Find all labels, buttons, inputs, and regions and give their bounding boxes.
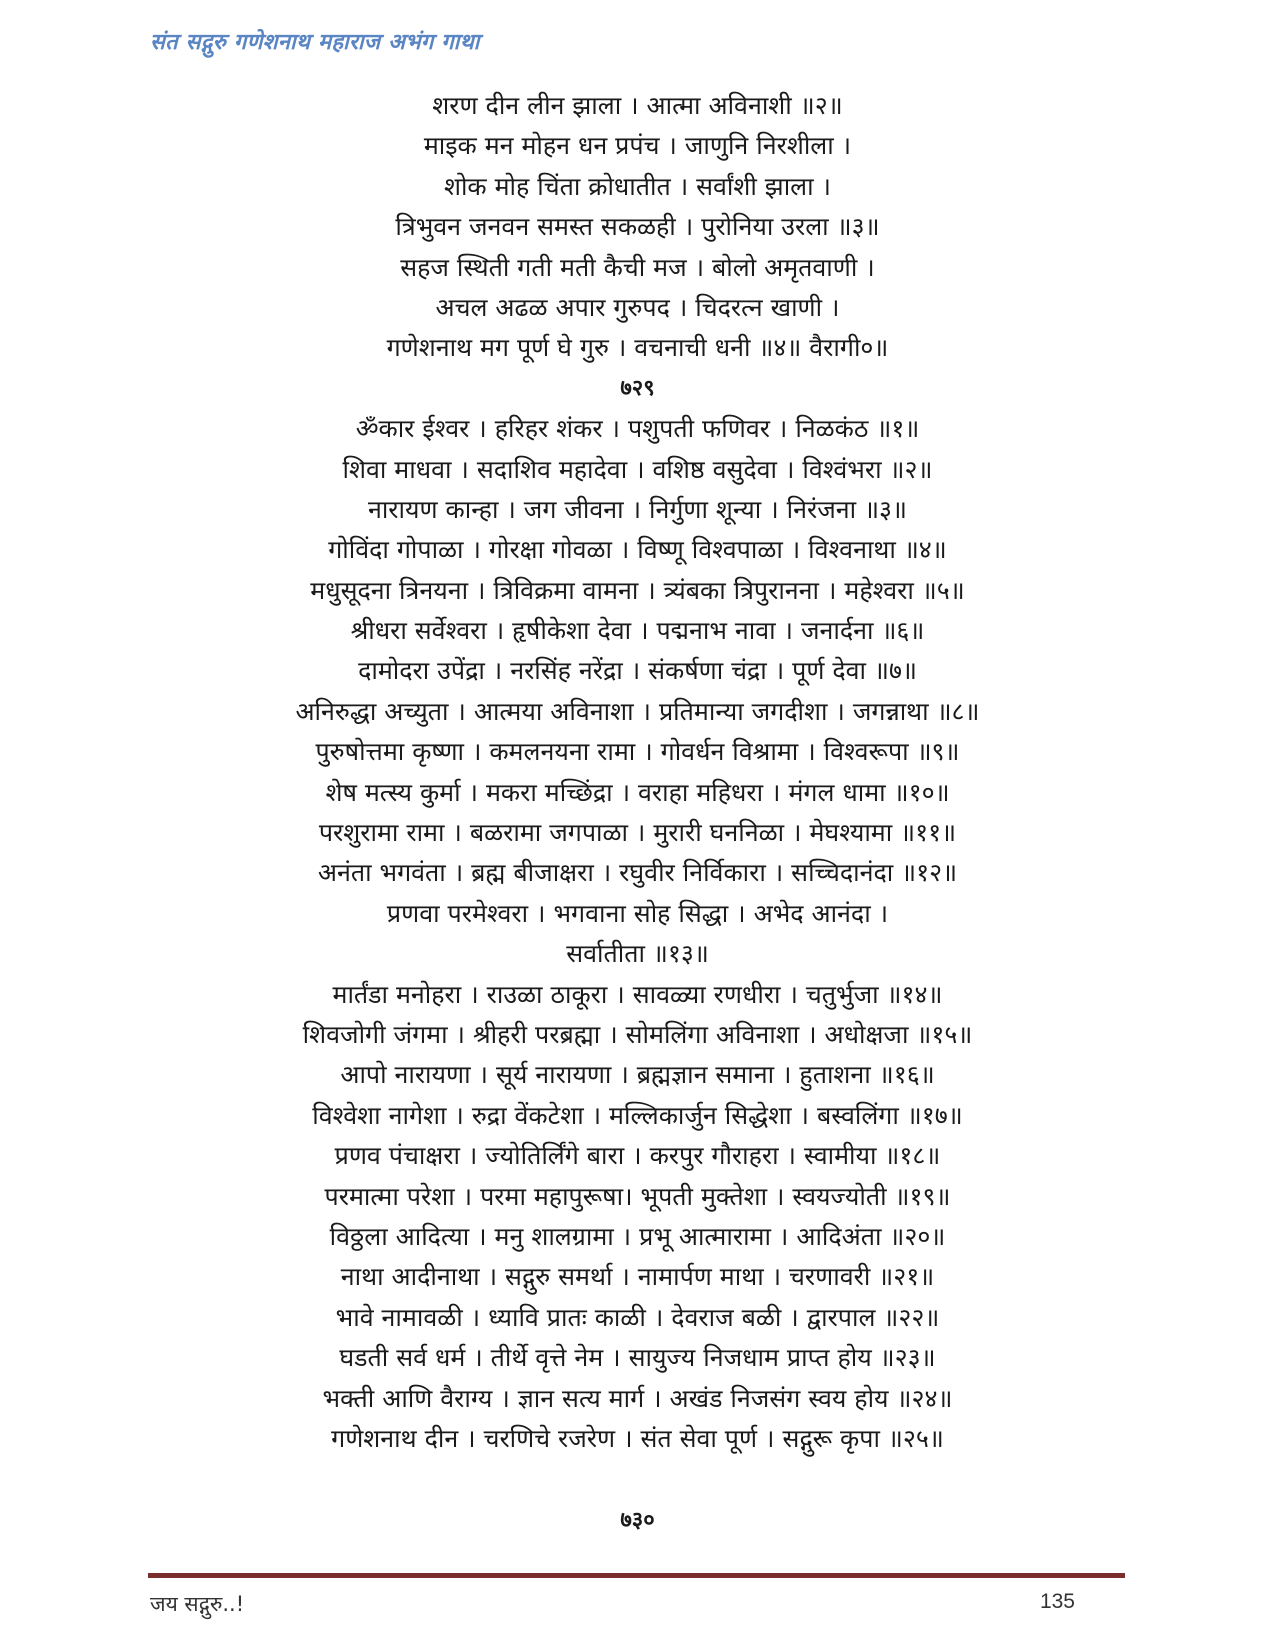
verse-line: विठ्ठला आदित्या । मनु शालग्रामा । प्रभू आत्मारामा । आदिअंता ॥२०॥ bbox=[329, 1221, 946, 1251]
page-number: 135 bbox=[1039, 1590, 1075, 1613]
verse-line: गणेशनाथ दीन । चरणिचे रजरेण । संत सेवा पूर्ण । सद्गुरू कृपा ॥२५॥ bbox=[331, 1423, 944, 1453]
verse-line: शोक मोह चिंता क्रोधातीत । सर्वांशी झाला । bbox=[443, 171, 832, 201]
verse-line: सहज स्थिती गती मती कैची मज । बोलो अमृतवाणी । bbox=[400, 252, 875, 282]
verse-line: परमात्मा परेशा । परमा महापुरूषा। भूपती मुक्तेशा । स्वयज्योती ॥१९॥ bbox=[324, 1181, 951, 1211]
verse-line: अनंता भगवंता । ब्रह्म बीजाक्षरा । रघुवीर निर्विकारा । सच्चिदानंदा ॥१२॥ bbox=[317, 858, 958, 888]
verse-line: भक्ती आणि वैराग्य । ज्ञान सत्य मार्ग । अखंड निजसंग स्वय होय ॥२४॥ bbox=[322, 1383, 953, 1413]
verse-line: आपो नारायणा । सूर्य नारायणा । ब्रह्मज्ञान समाना । हुताशना ॥१६॥ bbox=[340, 1060, 935, 1090]
verse-line: प्रणवा परमेश्वरा । भगवाना सोह सिद्धा । अभेद आनंदा । bbox=[386, 898, 889, 928]
running-header: संत सद्गुरु गणेशनाथ महाराज अभंग गाथा bbox=[150, 30, 480, 55]
verse-line: मधुसूदना त्रिनयना । त्रिविक्रमा वामना । त्र्यंबका त्रिपुरानना । महेश्वरा ॥५॥ bbox=[310, 575, 965, 605]
verse-line: गणेशनाथ मग पूर्ण घे गुरु । वचनाची धनी ॥४॥ वैरागी०॥ bbox=[386, 333, 889, 363]
verse-line: सर्वातीता ॥१३॥ bbox=[566, 939, 709, 969]
verse-line: घडती सर्व धर्म । तीर्थे वृत्ते नेम । सायुज्य निजधाम प्राप्त होय ॥२३॥ bbox=[339, 1343, 936, 1373]
verse-line: शेष मत्स्य कुर्मा । मकरा मच्छिंद्रा । वराहा महिधरा । मंगल धामा ॥१०॥ bbox=[325, 777, 950, 807]
verse-line: श्रीधरा सर्वेश्वरा । हृषीकेशा देवा । पद्मनाभ नावा । जनार्दना ॥६॥ bbox=[350, 616, 925, 646]
verse-line: शिवजोगी जंगमा । श्रीहरी परब्रह्मा । सोमलिंगा अविनाशा । अधोक्षजा ॥१५॥ bbox=[302, 1019, 973, 1049]
verse-line: परशुरामा रामा । बळरामा जगपाळा । मुरारी घननिळा । मेघश्यामा ॥११॥ bbox=[318, 818, 957, 848]
verse-line: मार्तंडा मनोहरा । राउळा ठाकूरा । सावळ्या रणधीरा । चतुर्भुजा ॥१४॥ bbox=[332, 979, 943, 1009]
verse-line: अनिरुद्धा अच्युता । आत्मया अविनाशा । प्रतिमान्या जगदीशा । जगन्नाथा ॥८॥ bbox=[295, 696, 980, 726]
verse-line: त्रिभुवन जनवन समस्त सकळही । पुरोनिया उरला ॥३॥ bbox=[395, 212, 880, 242]
verse-line: माइक मन मोहन धन प्रपंच । जाणुनि निरशीला । bbox=[423, 131, 852, 161]
footer-divider bbox=[148, 1573, 1125, 1578]
verse-line: शरण दीन लीन झाला । आत्मा अविनाशी ॥२॥ bbox=[432, 91, 843, 120]
verse-line: दामोदरा उपेंद्रा । नरसिंह नरेंद्रा । संकर्षणा चंद्रा । पूर्ण देवा ॥७॥ bbox=[358, 656, 917, 686]
verse-line: नाथा आदीनाथा । सद्गुरु समर्था । नामार्पण माथा । चरणावरी ॥२१॥ bbox=[340, 1262, 935, 1292]
verse-line: अचल अढळ अपार गुरुपद । चिदरत्न खाणी । bbox=[435, 292, 840, 322]
verse-line: विश्वेशा नागेशा । रुद्रा वेंकटेशा । मल्लिकार्जुन सिद्धेशा । बस्वलिंगा ॥१७॥ bbox=[312, 1100, 963, 1130]
verse-line: नारायण कान्हा । जग जीवना । निर्गुणा शून्या । निरंजना ॥३॥ bbox=[367, 494, 908, 524]
verse-line: गोविंदा गोपाळा । गोरक्षा गोवळा । विष्णू विश्वपाळा । विश्वनाथा ॥४॥ bbox=[328, 535, 947, 565]
verse-line: भावे नामावळी । ध्यावि प्रातः काळी । देवराज बळी । द्वारपाल ॥२२॥ bbox=[335, 1302, 940, 1332]
footer-text: जय सद्गुरु..! bbox=[150, 1592, 245, 1616]
next-abhang-number: ७३० bbox=[620, 1508, 655, 1533]
verse-line: प्रणव पंचाक्षरा । ज्योतिर्लिंगे बारा । करपुर गौराहरा । स्वामीया ॥१८॥ bbox=[334, 1141, 941, 1171]
verse-line: पुरुषोत्तमा कृष्णा । कमलनयना रामा । गोवर्धन विश्रामा । विश्वरूपा ॥९॥ bbox=[315, 737, 960, 767]
verse-block bbox=[150, 86, 1125, 1459]
verse-line: ॐकार ईश्वर । हरिहर शंकर । पशुपती फणिवर । निळकंठ ॥१॥ bbox=[355, 414, 920, 444]
abhang-number: ७२९ bbox=[620, 375, 655, 401]
verse-line: शिवा माधवा । सदाशिव महादेवा । वशिष्ठ वसुदेवा । विश्वंभरा ॥२॥ bbox=[342, 454, 933, 484]
